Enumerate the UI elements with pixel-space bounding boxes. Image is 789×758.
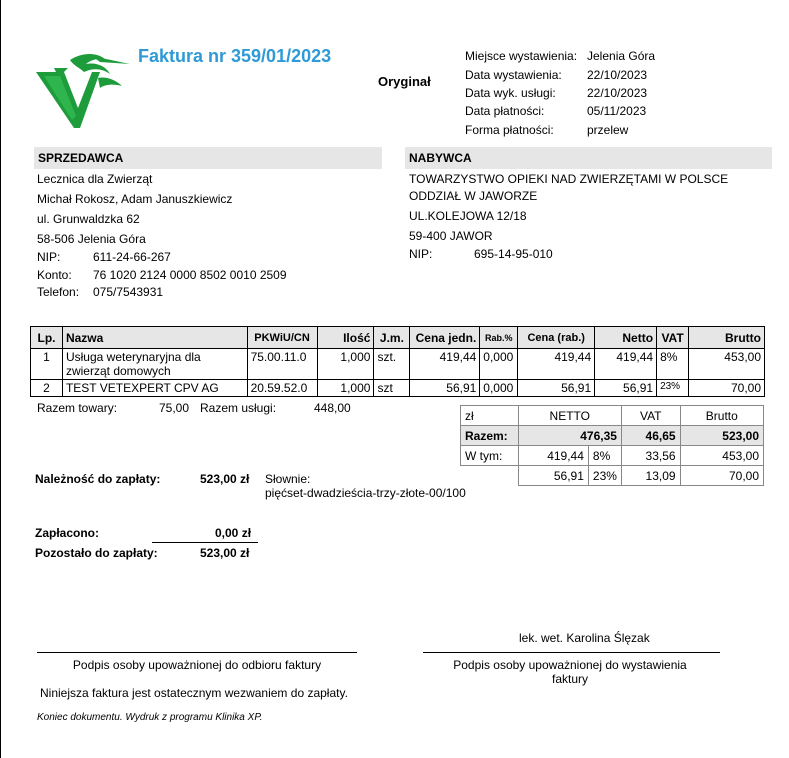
col-header: Brutto: [689, 327, 765, 349]
cell-price: 419,44: [410, 349, 480, 380]
seller-heading: SPRZEDAWCA: [34, 147, 382, 169]
buyer-nip-label: NIP:: [409, 247, 433, 261]
summary-breakdown-row: [461, 466, 764, 486]
seller-nip: 611-24-66-267: [93, 250, 171, 264]
summary-net: 419,44: [518, 446, 588, 466]
summary-total-net: 476,35: [518, 426, 621, 446]
remaining-value: 523,00 zł: [200, 546, 250, 560]
cell-price-disc: 419,44: [518, 349, 595, 380]
receiver-signature-caption: Podpis osoby upoważnionej do odbioru faktury: [72, 658, 322, 672]
amount-due-value: 523,00 zł: [200, 472, 250, 486]
paid-label: Zapłacono:: [35, 526, 100, 540]
original-label: Oryginał: [378, 74, 431, 89]
summary-total-vat: 46,65: [621, 426, 680, 446]
col-header: Cena jedn.: [410, 327, 480, 349]
services-total-label: Razem usługi:: [200, 401, 277, 415]
col-header: Nazwa: [62, 327, 247, 349]
services-total-value: 448,00: [314, 401, 351, 415]
meta-value: 05/11/2023: [587, 104, 647, 118]
items-table: [30, 326, 765, 397]
goods-total-label: Razem towary:: [37, 401, 118, 415]
cell-gross: 453,00: [689, 349, 765, 380]
col-header: J.m.: [374, 327, 410, 349]
cell-lp: 1: [31, 349, 63, 380]
seller-account: 76 1020 2124 0000 8502 0010 2509: [93, 268, 287, 282]
col-header: Netto: [595, 327, 657, 349]
cell-qty: 1,000: [317, 349, 374, 380]
summary-currency: zł: [461, 406, 519, 426]
issuer-signature-caption: Podpis osoby upoważnionej do wystawienia faktury: [453, 658, 687, 686]
col-header: Ilość: [317, 327, 374, 349]
summary-vat: 13,09: [621, 466, 680, 486]
summary-breakdown-row: [461, 446, 764, 466]
summary-total-label: Razem:: [461, 426, 519, 446]
cell-unit: szt: [374, 380, 410, 397]
summary-header-net: NETTO: [518, 406, 621, 426]
summary-header-gross: Brutto: [680, 406, 763, 426]
meta-label: Data płatności:: [465, 104, 545, 118]
invoice-title: Faktura nr 359/01/2023: [138, 46, 332, 66]
seller-nip-label: NIP:: [37, 250, 61, 264]
cell-vat: 23%: [657, 380, 689, 397]
buyer-nip: 695-14-95-010: [474, 247, 553, 261]
meta-label: Data wyk. usługi:: [465, 86, 556, 100]
payment-notice: Niniejsza faktura jest ostatecznym wezwaniem do zapłaty.: [40, 686, 348, 700]
cell-gross: 70,00: [689, 380, 765, 397]
col-header: Lp.: [31, 327, 63, 349]
summary-vat: 33,56: [621, 446, 680, 466]
amount-words-label: Słownie:: [265, 472, 311, 486]
summary-net: 56,91: [518, 466, 588, 486]
col-header: Rab.%: [480, 327, 518, 349]
cell-discount: 0,000: [480, 349, 518, 380]
summary-breakdown-label: W tym:: [461, 446, 519, 466]
table-row: [31, 380, 765, 397]
meta-value: Jelenia Góra: [587, 49, 656, 63]
seller-account-label: Konto:: [37, 268, 72, 282]
receiver-signature-line: [37, 652, 357, 653]
buyer-street: UL.KOLEJOWA 12/18: [409, 209, 527, 223]
end-note: Koniec dokumentu. Wydruk z programu Klinika XP.: [37, 712, 263, 723]
seller-phone-label: Telefon:: [37, 285, 80, 299]
meta-label: Data wystawienia:: [465, 68, 562, 82]
meta-value: 22/10/2023: [587, 68, 648, 82]
clinic-logo-icon: [34, 50, 134, 130]
cell-net: 56,91: [595, 380, 657, 397]
seller-owners: Michał Rokosz, Adam Januszkiewicz: [37, 192, 233, 206]
seller-name: Lecznica dla Zwierząt: [37, 172, 153, 186]
buyer-name-line1: TOWARZYSTWO OPIEKI NAD ZWIERZĘTAMI W POLSCE: [409, 172, 729, 186]
items-header-row: [31, 327, 765, 349]
goods-total-value: 75,00: [159, 401, 190, 415]
summary-gross: 70,00: [680, 466, 763, 486]
seller-phone: 075/7543931: [93, 285, 164, 299]
issuer-signature-line: [423, 652, 720, 653]
seller-city: 58-506 Jelenia Góra: [37, 232, 146, 246]
buyer-city: 59-400 JAWOR: [409, 229, 493, 243]
cell-vat: 8%: [657, 349, 689, 380]
meta-label: Miejsce wystawienia:: [465, 49, 578, 63]
summary-header-row: [461, 406, 764, 426]
cell-price: 56,91: [410, 380, 480, 397]
cell-name: TEST VETEXPERT CPV AG: [62, 380, 247, 397]
issuer-name: lek. wet. Karolina Ślęzak: [519, 631, 650, 645]
buyer-name-line2: ODDZIAŁ W JAWORZE: [409, 189, 538, 203]
summary-empty-cell: [461, 466, 519, 486]
cell-pkwiu: 20.59.52.0: [247, 380, 317, 397]
cell-pkwiu: 75.00.11.0: [247, 349, 317, 380]
meta-label: Forma płatności:: [465, 123, 554, 137]
remaining-label: Pozostało do zapłaty:: [35, 546, 158, 560]
meta-value: przelew: [587, 123, 629, 137]
col-header: PKWiU/CN: [247, 327, 317, 349]
meta-value: 22/10/2023: [587, 86, 648, 100]
amount-words-value: pięćset-dwadzieścia-trzy-złote-00/100: [265, 486, 466, 500]
summary-total-row: [461, 426, 764, 446]
cell-net: 419,44: [595, 349, 657, 380]
summary-gross: 453,00: [680, 446, 763, 466]
seller-street: ul. Grunwaldzka 62: [37, 212, 140, 226]
table-row: [31, 349, 765, 380]
col-header: VAT: [657, 327, 689, 349]
cell-qty: 1,000: [317, 380, 374, 397]
amount-due-label: Należność do zapłaty:: [35, 472, 161, 486]
vat-summary-table: [460, 405, 764, 486]
cell-lp: 2: [31, 380, 63, 397]
paid-divider: [152, 542, 258, 543]
summary-header-vat: VAT: [621, 406, 680, 426]
summary-total-gross: 523,00: [680, 426, 763, 446]
summary-rate: 23%: [588, 466, 621, 486]
paid-value: 0,00 zł: [215, 526, 252, 540]
cell-unit: szt.: [374, 349, 410, 380]
cell-price-disc: 56,91: [518, 380, 595, 397]
buyer-heading: NABYWCA: [405, 147, 772, 169]
cell-name: Usługa weterynaryjna dla zwierząt domowych: [62, 349, 247, 380]
cell-discount: 0,000: [480, 380, 518, 397]
summary-rate: 8%: [588, 446, 621, 466]
col-header: Cena (rab.): [518, 327, 595, 349]
